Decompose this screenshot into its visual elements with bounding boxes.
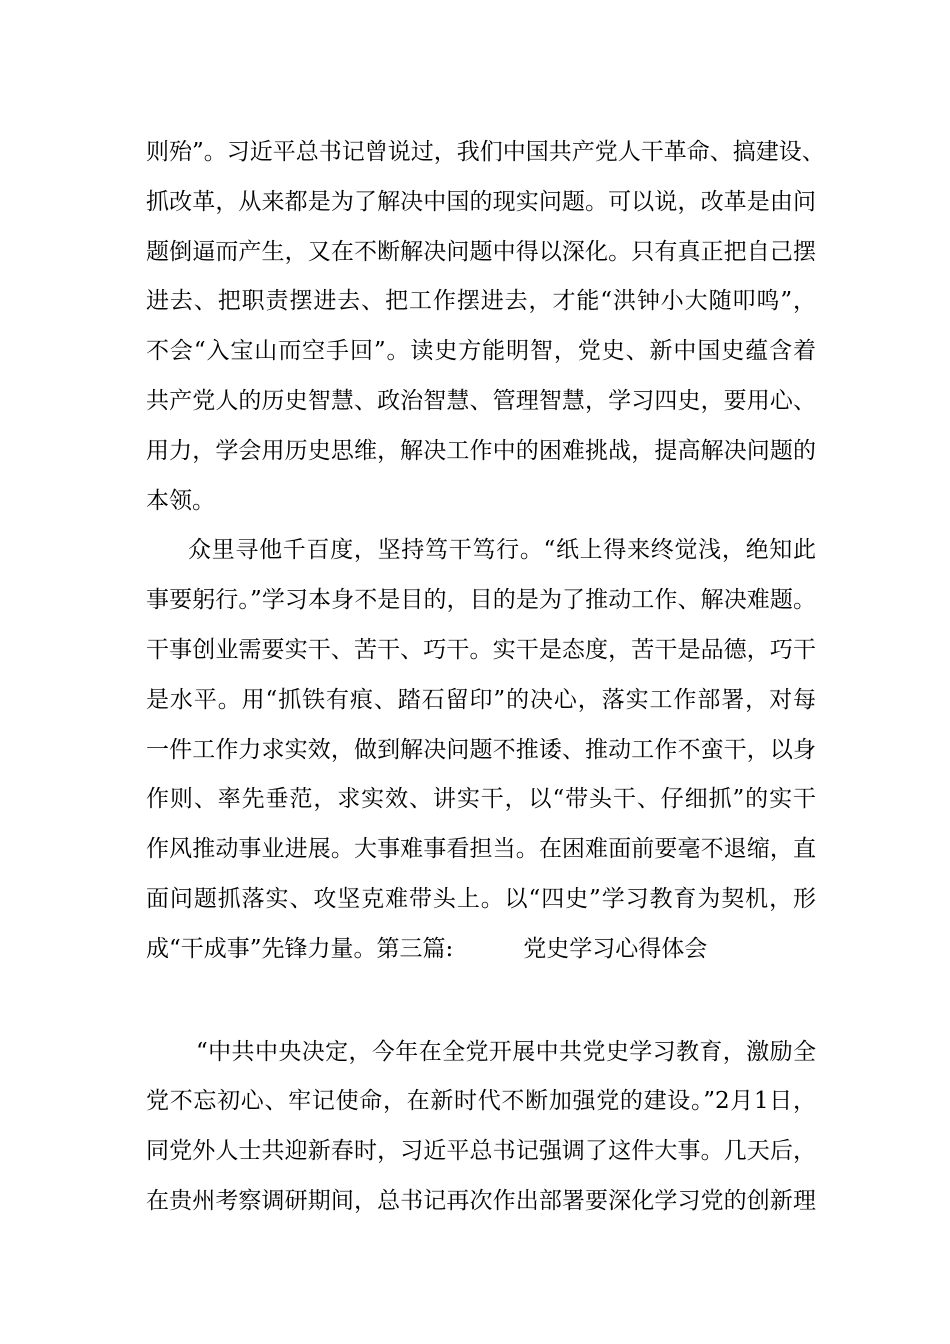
- paragraph-1-line-8: 本领。: [146, 487, 215, 514]
- paragraph-1-line-4: 进去、把职责摆进去、把工作摆进去，才能“洪钟小大随叩鸣”，: [146, 288, 816, 315]
- blank-line: [146, 975, 816, 1028]
- paragraph-2-line-7: 作风推动事业进展。大事难事看担当。在困难面前要毫不退缩，直: [146, 836, 816, 863]
- paragraph-2-line-2: 事要躬行。”学习本身不是目的，目的是为了推动工作、解决难题。: [146, 587, 816, 614]
- paragraph-2-line-9: [146, 925, 816, 975]
- document-body: [146, 128, 825, 1227]
- paragraph-2-line-6: 作则、率先垂范，求实效、讲实干，以“带头干、仔细抓”的实干: [146, 786, 816, 813]
- paragraph-2-line-3: 干事创业需要实干、苦干、巧干。实干是态度，苦干是品德，巧干: [146, 636, 816, 663]
- paragraph-3-line-2: 党不忘初心、牢记使命，在新时代不断加强党的建设。”2月1日，: [146, 1088, 816, 1115]
- paragraph-1-line-3: 题倒逼而产生，又在不断解决问题中得以深化。只有真正把自己摆: [146, 238, 816, 265]
- paragraph-1-line-2: 抓改革，从来都是为了解决中国的现实问题。可以说，改革是由问: [146, 188, 816, 215]
- paragraph-1-line-1: 则殆”。习近平总书记曾说过，我们中国共产党人干革命、搞建设、: [146, 139, 825, 165]
- paragraph-1-line-7: 用力，学会用历史思维，解决工作中的困难挑战，提高解决问题的: [146, 437, 816, 464]
- paragraph-2-line-5: 一件工作力求实效，做到解决问题不推诿、推动工作不蛮干，以身: [146, 736, 816, 763]
- paragraph-2-line-8: 面问题抓落实、攻坚克难带头上。以“四史”学习教育为契机，形: [146, 885, 816, 912]
- paragraph-2-line-1: 众里寻他千百度，坚持笃干笃行。“纸上得来终觉浅，绝知此: [188, 537, 816, 564]
- paragraph-3-line-4: 在贵州考察调研期间，总书记再次作出部署要深化学习党的创新理: [146, 1187, 816, 1214]
- paragraph-2-last-text: 成“干成事”先锋力量。第三篇:: [146, 935, 454, 962]
- section-title: 党史学习心得体会: [523, 935, 708, 962]
- paragraph-2-line-4: 是水平。用“抓铁有痕、踏石留印”的决心，落实工作部署，对每: [146, 686, 816, 713]
- paragraph-3-line-1: “中共中央决定，今年在全党开展中共党史学习教育，激励全: [196, 1038, 816, 1065]
- paragraph-1-line-6: 共产党人的历史智慧、政治智慧、管理智慧，学习四史，要用心、: [146, 387, 816, 414]
- paragraph-3-line-3: 同党外人士共迎新春时，习近平总书记强调了这件大事。几天后，: [146, 1138, 816, 1165]
- paragraph-1-line-5: 不会“入宝山而空手回”。读史方能明智，党史、新中国史蕴含着: [146, 338, 816, 365]
